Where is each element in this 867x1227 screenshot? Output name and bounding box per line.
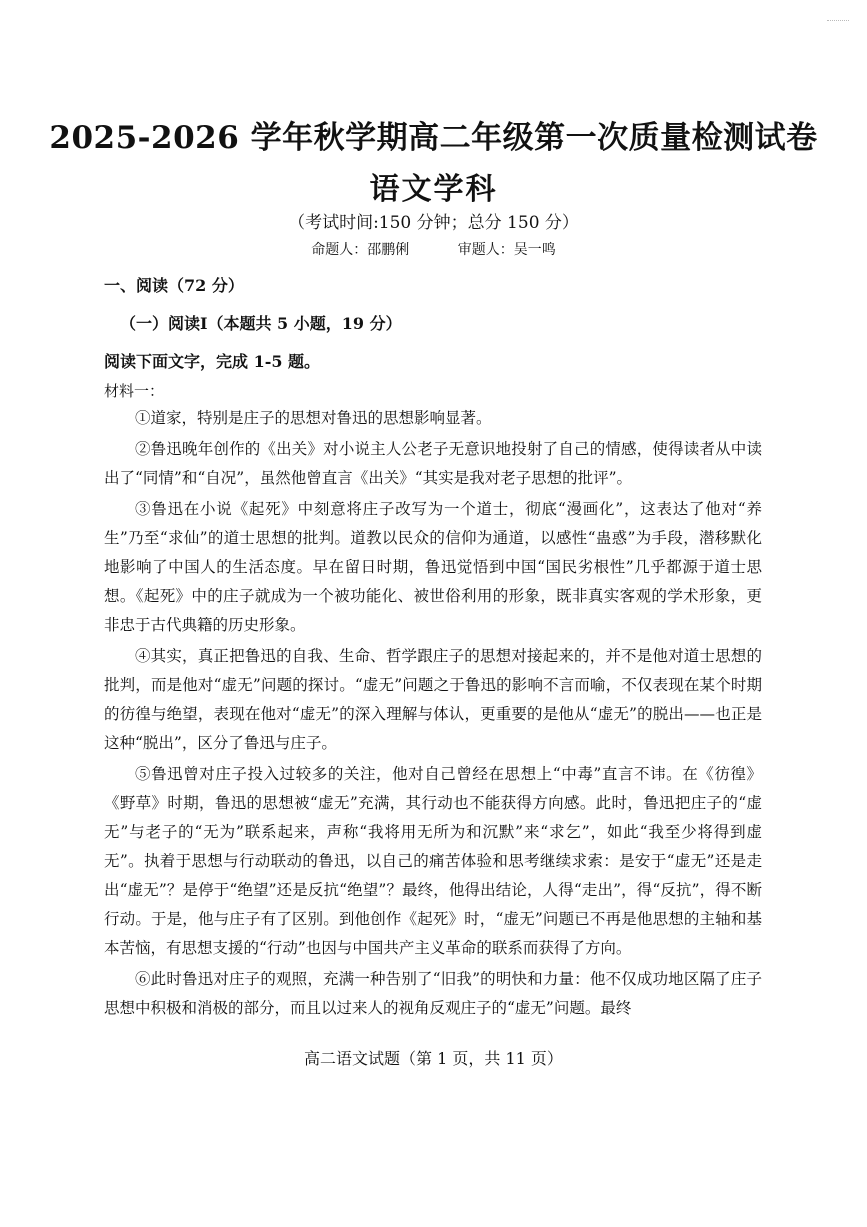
material-label: 材料一： [104, 382, 165, 400]
subject-title: 语文学科 [369, 172, 498, 207]
page-footer: 高二语文试题（第 1 页，共 11 页） [304, 1049, 563, 1068]
reading-instruction: 阅读下面文字，完成 1-5 题。 [104, 352, 321, 371]
exam-title: 2025-2026 学年秋学期高二年级第一次质量检测试卷 [49, 120, 818, 156]
reading-passage [104, 404, 762, 1025]
paragraph-2: ②鲁迅晚年创作的《出关》对小说主人公老子无意识地投射了自己的情感，使得读者从中读出了“同情”和“自况”，虽然他曾直言《出关》“其实是我对老子思想的批评”。 [104, 440, 762, 487]
setter-name: 命题人：邵鹏俐 [311, 242, 410, 258]
exam-info: （考试时间:150 分钟；总分 150 分） [288, 213, 579, 233]
authors-line [0, 239, 867, 259]
reviewer-name: 审题人：吴一鸣 [457, 242, 556, 258]
subsection-heading: （一）阅读Ⅰ（本题共 5 小题，19 分） [120, 314, 402, 333]
paragraph-1: ①道家，特别是庄子的思想对鲁迅的思想影响显著。 [135, 409, 492, 427]
paragraph-3: ③鲁迅在小说《起死》中刻意将庄子改写为一个道士，彻底“漫画化”，这表达了他对“养生”乃至“求仙”的道士思想的批判。道教以民众的信仰为通道，以感性“蛊惑”为手段，潜移默化地影响了中国人的生活态度。早在留日时期，鲁迅觉悟到中国“国民劣根性”几乎都源于道士思想。《起死》中的庄子就成为一个被功能化、被世俗利用的形象，既非真实客观的学术形象，更非忠于古代典籍的历史形象。 [104, 500, 762, 634]
scan-artifact [827, 20, 849, 27]
paragraph-5: ⑤鲁迅曾对庄子投入过较多的关注，他对自己曾经在思想上“中毒”直言不讳。在《彷徨》《野草》时期，鲁迅的思想被“虚无”充满，其行动也不能获得方向感。此时，鲁迅把庄子的“虚无”与老子的“无为”联系起来，声称“我将用无所为和沉默”来“求乞”，如此“我至少将得到虚无”。执着于思想与行动联动的鲁迅，以自己的痛苦体验和思考继续求索：是安于“虚无”还是走出“虚无”？是停于“绝望”还是反抗“绝望”？最终，他得出结论，人得“走出”，得“反抗”，得不断行动。于是，他与庄子有了区别。到他创作《起死》时，“虚无”问题已不再是他思想的主轴和基本苦恼，有思想支援的“行动”也因与中国共产主义革命的联系而获得了方向。 [104, 765, 762, 957]
paragraph-4: ④其实，真正把鲁迅的自我、生命、哲学跟庄子的思想对接起来的，并不是他对道士思想的批判，而是他对“虚无”问题的探讨。“虚无”问题之于鲁迅的影响不言而喻，不仅表现在某个时期的彷徨与绝望，表现在他对“虚无”的深入理解与体认，更重要的是他从“虚无”的脱出——也正是这种“脱出”，区分了鲁迅与庄子。 [104, 647, 762, 752]
section-heading: 一、阅读（72 分） [104, 276, 244, 295]
paragraph-6: ⑥此时鲁迅对庄子的观照，充满一种告别了“旧我”的明快和力量：他不仅成功地区隔了庄子思想中积极和消极的部分，而且以过来人的视角反观庄子的“虚无”问题。最终 [104, 970, 762, 1017]
